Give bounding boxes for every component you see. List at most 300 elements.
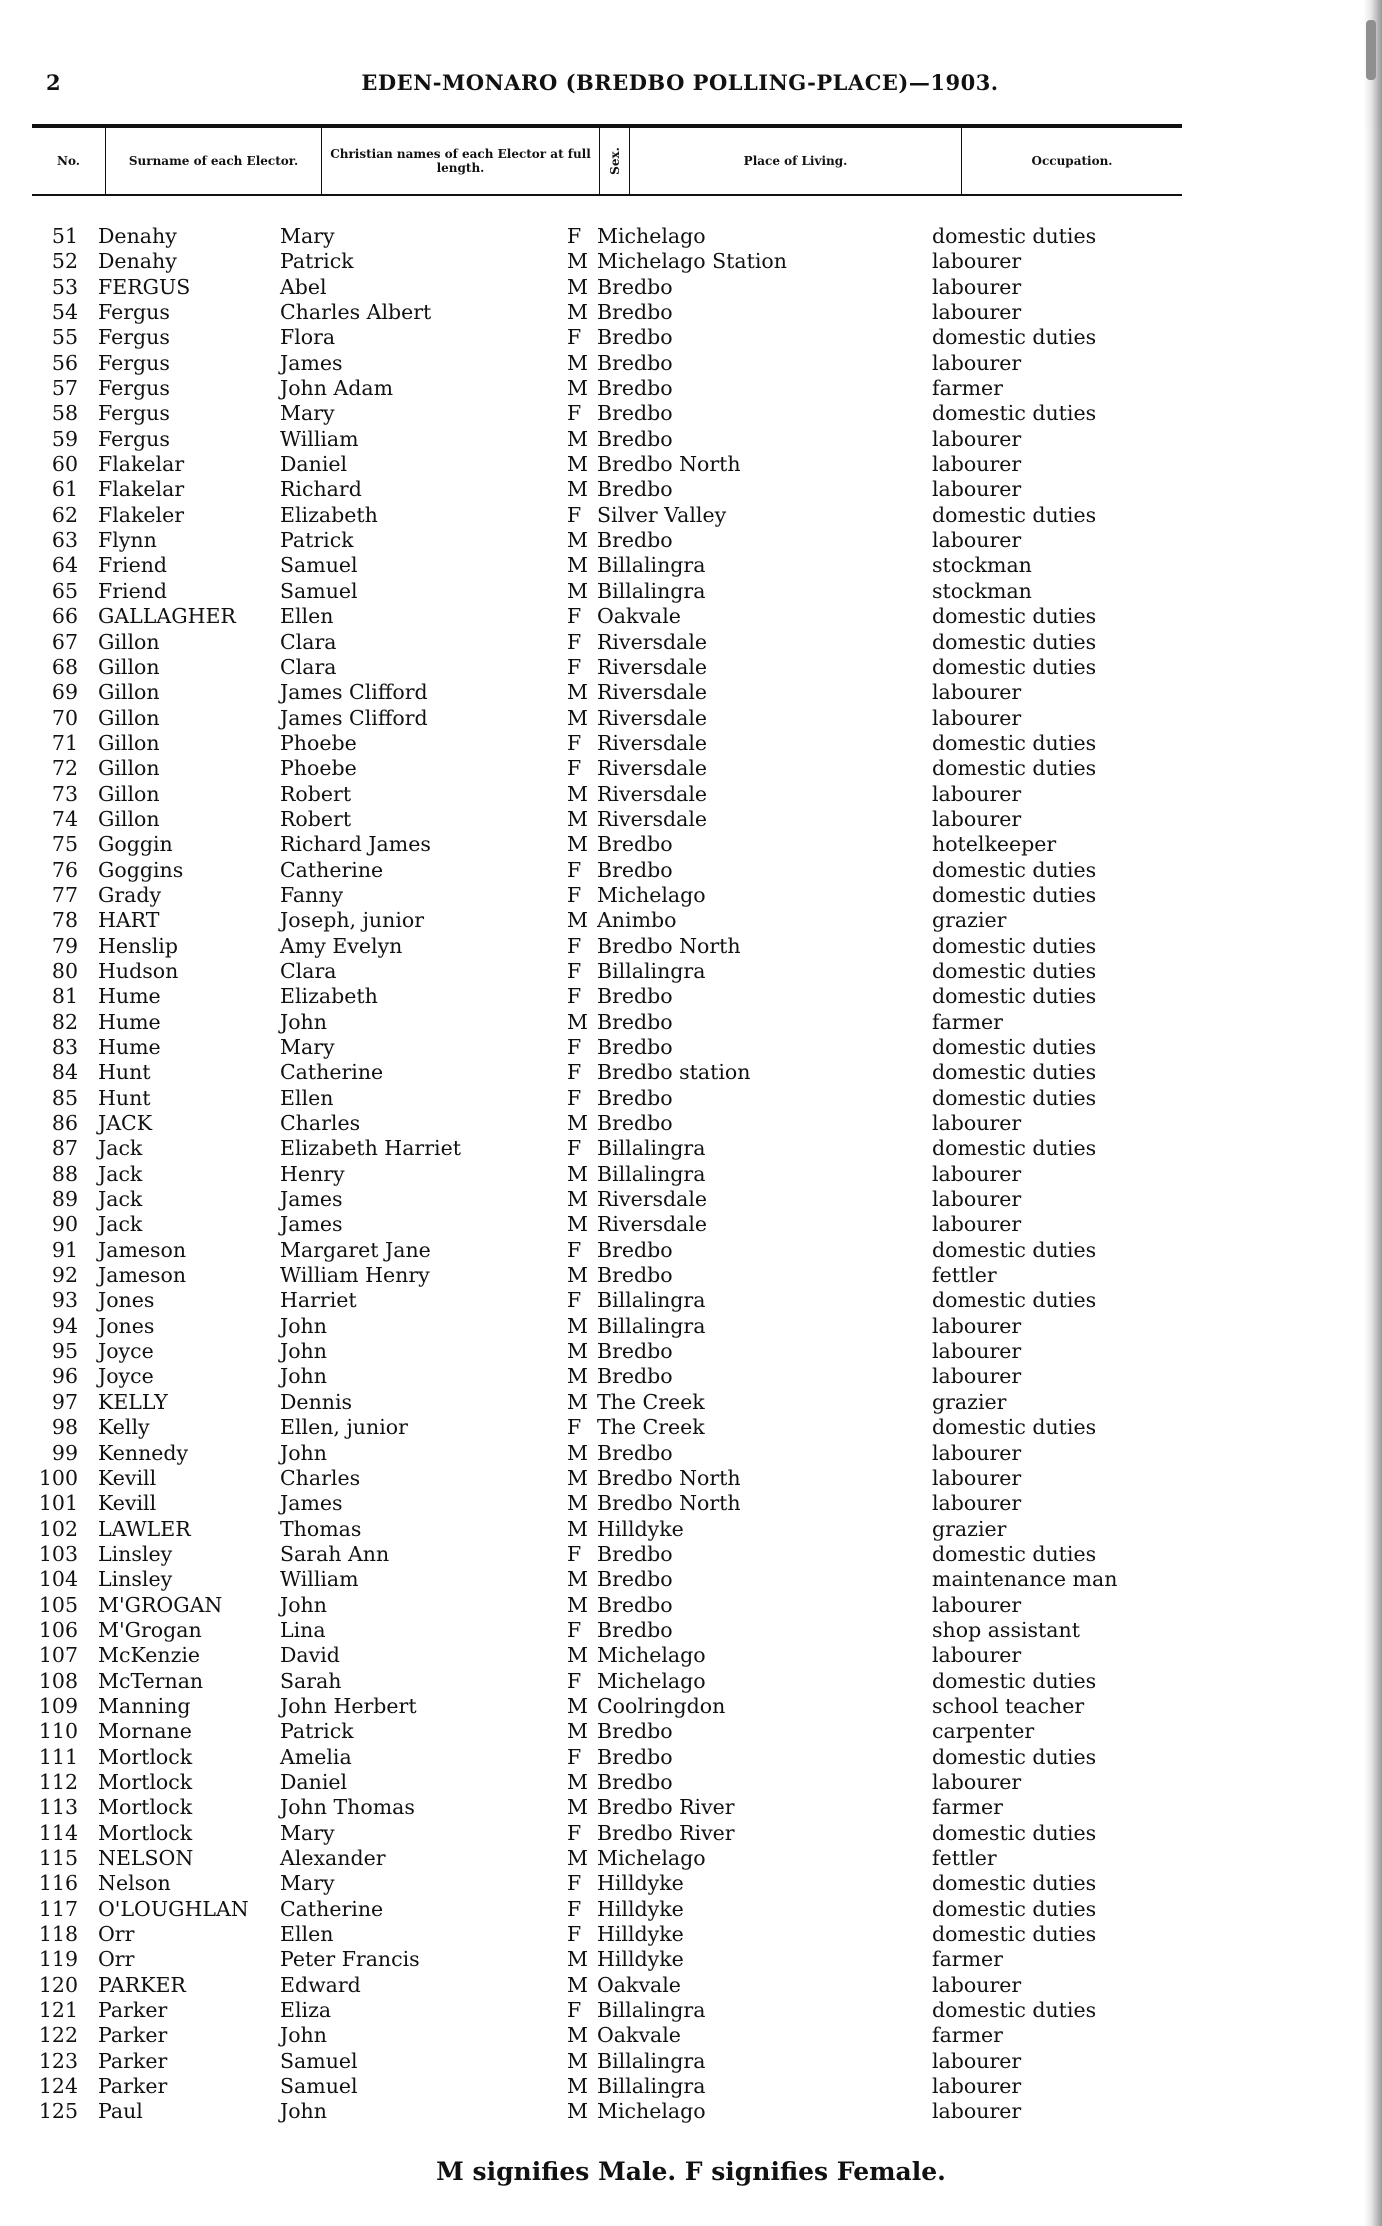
table-row (0, 1288, 1382, 1313)
elector-number: 64 (51, 553, 78, 578)
elector-christian-names: Amelia (280, 1744, 352, 1769)
elector-sex: F (567, 629, 582, 654)
elector-number: 90 (51, 1212, 78, 1237)
elector-christian-names: Abel (280, 274, 327, 299)
elector-place: Bredbo (597, 1263, 673, 1288)
elector-christian-names: Clara (280, 654, 337, 679)
elector-place: Bredbo North (597, 452, 741, 477)
elector-place: Hilldyke (597, 1947, 684, 1972)
elector-christian-names: Mary (280, 1035, 335, 1059)
table-row (0, 934, 1382, 959)
elector-number: 107 (38, 1643, 78, 1668)
elector-place: Michelago (597, 1668, 706, 1693)
elector-sex: F (567, 958, 582, 983)
elector-sex: M (567, 2099, 588, 2124)
elector-sex: F (567, 1744, 582, 1769)
elector-surname: Kevill (98, 1465, 157, 1490)
elector-christian-names: Margaret Jane (280, 1237, 431, 1262)
elector-place: Bredbo (597, 477, 673, 502)
elector-christian-names: John (280, 1440, 327, 1465)
elector-sex: M (567, 1491, 588, 1516)
elector-place: Bredbo North (597, 933, 741, 958)
elector-number: 58 (51, 401, 78, 426)
table-row (0, 503, 1382, 528)
elector-occupation: stockman (932, 578, 1032, 603)
elector-place: Riversdale (597, 756, 708, 781)
elector-sex: M (567, 274, 588, 299)
elector-number: 71 (51, 730, 78, 755)
elector-number: 57 (51, 376, 78, 401)
elector-occupation: domestic duties (932, 654, 1097, 679)
elector-place: Hilldyke (597, 1871, 684, 1896)
elector-occupation: domestic duties (932, 1060, 1097, 1085)
elector-occupation: fettler (932, 1263, 997, 1288)
elector-number: 100 (38, 1465, 78, 1490)
elector-sex: F (567, 401, 582, 426)
elector-christian-names: Edward (280, 1972, 361, 1997)
elector-surname: Gillon (98, 705, 160, 730)
elector-sex: M (567, 680, 588, 705)
elector-occupation: labourer (932, 477, 1022, 502)
elector-occupation: farmer (932, 376, 1003, 401)
elector-christian-names: James (280, 1491, 343, 1516)
table-row (0, 604, 1382, 629)
elector-occupation: domestic duties (932, 984, 1097, 1009)
table-row (0, 1618, 1382, 1643)
table-row (0, 1770, 1382, 1795)
elector-place: Silver Valley (597, 502, 727, 527)
elector-christian-names: David (280, 1643, 340, 1668)
elector-place: Riversdale (597, 730, 708, 755)
elector-occupation: labourer (932, 1769, 1022, 1794)
elector-number: 68 (51, 654, 78, 679)
elector-christian-names: Phoebe (280, 730, 357, 755)
elector-number: 51 (51, 224, 78, 248)
elector-sex: F (567, 984, 582, 1009)
elector-number: 111 (38, 1744, 78, 1769)
elector-christian-names: John Herbert (280, 1693, 417, 1718)
elector-place: Billalingra (597, 578, 706, 603)
elector-place: Michelago (597, 882, 706, 907)
elector-place: Bredbo North (597, 1491, 741, 1516)
elector-occupation: farmer (932, 1009, 1003, 1034)
elector-sex: M (567, 1339, 588, 1364)
elector-occupation: farmer (932, 1947, 1003, 1972)
elector-place: Billalingra (597, 1161, 706, 1186)
elector-surname: Friend (98, 553, 168, 578)
elector-occupation: domestic duties (932, 958, 1097, 983)
table-row (0, 1745, 1382, 1770)
elector-place: Bredbo (597, 857, 673, 882)
elector-place: Hilldyke (597, 1922, 684, 1947)
table-row (0, 1060, 1382, 1085)
elector-surname: Jack (98, 1161, 143, 1186)
elector-sex: F (567, 857, 582, 882)
elector-surname: McKenzie (98, 1643, 201, 1668)
elector-occupation: domestic duties (932, 1896, 1097, 1921)
table-row (0, 1035, 1382, 1060)
elector-christian-names: William Henry (280, 1263, 430, 1288)
elector-surname: Nelson (98, 1871, 171, 1896)
table-row (0, 832, 1382, 857)
header-no: No. (32, 128, 106, 194)
table-row (0, 630, 1382, 655)
elector-sex: M (567, 1846, 588, 1870)
table-row (0, 1669, 1382, 1694)
elector-surname: Mortlock (98, 1820, 193, 1845)
elector-surname: Hume (98, 1035, 161, 1059)
table-row (0, 300, 1382, 325)
elector-sex: M (567, 1389, 588, 1414)
elector-place: Bredbo (597, 1617, 673, 1642)
elector-occupation: labourer (932, 1111, 1022, 1136)
elector-occupation: labourer (932, 1212, 1022, 1237)
elector-surname: Flakelar (98, 477, 185, 502)
elector-occupation: labourer (932, 806, 1022, 831)
elector-sex: M (567, 908, 588, 933)
table-row (0, 427, 1382, 452)
table-row (0, 959, 1382, 984)
elector-christian-names: John Adam (280, 376, 394, 401)
elector-christian-names: Daniel (280, 1769, 348, 1794)
elector-surname: Friend (98, 578, 168, 603)
elector-surname: FERGUS (98, 274, 191, 299)
elector-surname: M'GROGAN (98, 1592, 223, 1617)
elector-sex: F (567, 654, 582, 679)
elector-sex: M (567, 249, 588, 274)
elector-number: 76 (51, 857, 78, 882)
table-row (0, 1466, 1382, 1491)
elector-surname: Orr (98, 1922, 135, 1947)
elector-surname: Fergus (98, 300, 170, 325)
table-row (0, 1795, 1382, 1820)
elector-sex: M (567, 781, 588, 806)
table-row (0, 249, 1382, 274)
elector-christian-names: Catherine (280, 1896, 384, 1921)
elector-christian-names: Daniel (280, 452, 348, 477)
elector-place: The Creek (597, 1389, 705, 1414)
elector-number: 75 (51, 832, 78, 857)
elector-place: Oakvale (597, 1972, 681, 1997)
binding-mark (1366, 20, 1376, 80)
elector-sex: F (567, 1820, 582, 1845)
elector-sex: M (567, 1187, 588, 1212)
elector-occupation: labourer (932, 452, 1022, 477)
table-row (0, 1821, 1382, 1846)
elector-surname: Fergus (98, 325, 170, 350)
elector-sex: F (567, 325, 582, 350)
table-row (0, 1846, 1382, 1871)
elector-christian-names: Clara (280, 629, 337, 654)
elector-number: 65 (51, 578, 78, 603)
elector-number: 124 (38, 2074, 78, 2099)
elector-christian-names: Robert (280, 781, 352, 806)
elector-number: 98 (51, 1415, 78, 1440)
elector-occupation: domestic duties (932, 730, 1097, 755)
elector-surname: Parker (98, 2048, 168, 2073)
elector-place: Bredbo station (597, 1060, 751, 1085)
elector-occupation: domestic duties (932, 1871, 1097, 1896)
elector-christian-names: Catherine (280, 857, 384, 882)
elector-place: Bredbo (597, 1567, 673, 1592)
elector-occupation: labourer (932, 249, 1022, 274)
elector-number: 121 (38, 1998, 78, 2023)
elector-christian-names: Richard (280, 477, 362, 502)
elector-sex: F (567, 1035, 582, 1059)
elector-place: Bredbo (597, 426, 673, 451)
elector-occupation: labourer (932, 528, 1022, 553)
elector-occupation: maintenance man (932, 1567, 1118, 1592)
elector-occupation: domestic duties (932, 1085, 1097, 1110)
elector-number: 103 (38, 1541, 78, 1566)
elector-sex: M (567, 1212, 588, 1237)
elector-surname: O'LOUGHLAN (98, 1896, 249, 1921)
header-sex-label: Sex. (607, 147, 622, 175)
elector-christian-names: Flora (280, 325, 336, 350)
elector-number: 83 (51, 1035, 78, 1059)
elector-sex: M (567, 452, 588, 477)
elector-number: 125 (38, 2099, 78, 2124)
elector-occupation: labourer (932, 1313, 1022, 1338)
elector-place: Riversdale (597, 680, 708, 705)
table-row (0, 1441, 1382, 1466)
elector-occupation: grazier (932, 1516, 1007, 1541)
elector-surname: Hume (98, 984, 161, 1009)
elector-surname: Mornane (98, 1719, 192, 1744)
table-row (0, 1212, 1382, 1237)
elector-occupation: labourer (932, 1187, 1022, 1212)
elector-occupation: labourer (932, 2099, 1022, 2124)
table-row (0, 325, 1382, 350)
elector-sex: M (567, 376, 588, 401)
elector-surname: Gillon (98, 730, 160, 755)
elector-sex: F (567, 1668, 582, 1693)
elector-sex: M (567, 1465, 588, 1490)
table-row (0, 1111, 1382, 1136)
elector-surname: Flakelar (98, 452, 185, 477)
elector-place: Coolringdon (597, 1693, 726, 1718)
table-row (0, 1415, 1382, 1440)
table-row (0, 2099, 1382, 2124)
header-christian-names: Christian names of each Elector at full length. (322, 128, 600, 194)
table-row (0, 1390, 1382, 1415)
elector-christian-names: Thomas (280, 1516, 362, 1541)
elector-sex: F (567, 1541, 582, 1566)
table-row (0, 1010, 1382, 1035)
table-row (0, 1542, 1382, 1567)
elector-christian-names: Harriet (280, 1288, 357, 1313)
elector-sex: M (567, 1516, 588, 1541)
elector-place: Bredbo (597, 1592, 673, 1617)
table-row (0, 1567, 1382, 1592)
elector-christian-names: Samuel (280, 2048, 358, 2073)
table-header (32, 124, 1182, 196)
elector-occupation: fettler (932, 1846, 997, 1870)
elector-surname: Fergus (98, 401, 170, 426)
elector-christian-names: James Clifford (280, 680, 428, 705)
elector-sex: M (567, 1364, 588, 1389)
elector-number: 114 (38, 1820, 78, 1845)
elector-surname: Mortlock (98, 1769, 193, 1794)
elector-list (0, 224, 1382, 2125)
elector-number: 110 (38, 1719, 78, 1744)
elector-occupation: domestic duties (932, 756, 1097, 781)
elector-sex: M (567, 2074, 588, 2099)
elector-surname: Grady (98, 882, 162, 907)
elector-place: Bredbo River (597, 1795, 735, 1820)
elector-number: 91 (51, 1237, 78, 1262)
elector-sex: M (567, 1440, 588, 1465)
elector-surname: Kevill (98, 1491, 157, 1516)
elector-occupation: labourer (932, 705, 1022, 730)
elector-christian-names: James (280, 1187, 343, 1212)
elector-place: Billalingra (597, 553, 706, 578)
elector-number: 55 (51, 325, 78, 350)
elector-occupation: domestic duties (932, 325, 1097, 350)
table-row (0, 452, 1382, 477)
elector-occupation: school teacher (932, 1693, 1085, 1718)
table-row (0, 731, 1382, 756)
elector-place: Bredbo (597, 1719, 673, 1744)
elector-surname: Paul (98, 2099, 143, 2124)
elector-number: 78 (51, 908, 78, 933)
elector-christian-names: Clara (280, 958, 337, 983)
elector-place: Riversdale (597, 705, 708, 730)
elector-surname: Orr (98, 1947, 135, 1972)
table-row (0, 1162, 1382, 1187)
table-row (0, 984, 1382, 1009)
elector-christian-names: Robert (280, 806, 352, 831)
elector-surname: Joyce (98, 1364, 154, 1389)
elector-surname: NELSON (98, 1846, 194, 1870)
table-row (0, 1314, 1382, 1339)
table-row (0, 579, 1382, 604)
elector-occupation: domestic duties (932, 1415, 1097, 1440)
elector-sex: M (567, 1161, 588, 1186)
elector-number: 82 (51, 1009, 78, 1034)
elector-sex: F (567, 1617, 582, 1642)
elector-christian-names: Mary (280, 1820, 335, 1845)
table-row (0, 782, 1382, 807)
elector-number: 105 (38, 1592, 78, 1617)
elector-surname: Parker (98, 2074, 168, 2099)
elector-occupation: domestic duties (932, 1237, 1097, 1262)
elector-sex: M (567, 477, 588, 502)
elector-occupation: labourer (932, 2048, 1022, 2073)
elector-place: Riversdale (597, 654, 708, 679)
elector-christian-names: Charles (280, 1111, 361, 1136)
elector-occupation: domestic duties (932, 1668, 1097, 1693)
elector-christian-names: Elizabeth (280, 984, 378, 1009)
elector-number: 52 (51, 249, 78, 274)
elector-number: 109 (38, 1693, 78, 1718)
elector-sex: F (567, 1288, 582, 1313)
elector-christian-names: Eliza (280, 1998, 332, 2023)
elector-place: Billalingra (597, 2074, 706, 2099)
elector-sex: F (567, 1136, 582, 1161)
elector-place: Oakvale (597, 604, 681, 629)
elector-christian-names: Elizabeth Harriet (280, 1136, 461, 1161)
elector-number: 61 (51, 477, 78, 502)
elector-occupation: labourer (932, 1440, 1022, 1465)
table-row (0, 1719, 1382, 1744)
elector-number: 69 (51, 680, 78, 705)
elector-sex: M (567, 2023, 588, 2048)
elector-christian-names: James (280, 1212, 343, 1237)
elector-number: 104 (38, 1567, 78, 1592)
elector-place: Bredbo (597, 376, 673, 401)
elector-place: Bredbo (597, 274, 673, 299)
elector-number: 56 (51, 350, 78, 375)
elector-number: 106 (38, 1617, 78, 1642)
elector-number: 70 (51, 705, 78, 730)
table-row (0, 1187, 1382, 1212)
elector-occupation: labourer (932, 1465, 1022, 1490)
elector-place: Bredbo (597, 1111, 673, 1136)
elector-place: Bredbo (597, 832, 673, 857)
elector-sex: F (567, 1060, 582, 1085)
table-row (0, 1694, 1382, 1719)
elector-surname: Jack (98, 1136, 143, 1161)
elector-christian-names: Alexander (280, 1846, 386, 1870)
elector-occupation: labourer (932, 1972, 1022, 1997)
elector-place: Michelago (597, 224, 706, 248)
elector-number: 122 (38, 2023, 78, 2048)
elector-surname: JACK (98, 1111, 153, 1136)
table-row (0, 477, 1382, 502)
elector-sex: F (567, 1998, 582, 2023)
elector-christian-names: Dennis (280, 1389, 353, 1414)
elector-surname: Gillon (98, 629, 160, 654)
elector-sex: M (567, 350, 588, 375)
table-row (0, 655, 1382, 680)
elector-sex: M (567, 1719, 588, 1744)
elector-number: 95 (51, 1339, 78, 1364)
elector-sex: F (567, 933, 582, 958)
elector-place: Bredbo (597, 1364, 673, 1389)
elector-occupation: stockman (932, 553, 1032, 578)
elector-occupation: labourer (932, 1491, 1022, 1516)
elector-christian-names: Patrick (280, 249, 354, 274)
table-row (0, 1364, 1382, 1389)
table-row (0, 1339, 1382, 1364)
elector-sex: F (567, 1085, 582, 1110)
elector-number: 116 (38, 1871, 78, 1896)
elector-surname: Jack (98, 1187, 143, 1212)
elector-place: Bredbo North (597, 1465, 741, 1490)
elector-sex: M (567, 1567, 588, 1592)
elector-number: 53 (51, 274, 78, 299)
table-row (0, 528, 1382, 553)
elector-occupation: labourer (932, 426, 1022, 451)
elector-surname: Denahy (98, 249, 177, 274)
elector-place: Billalingra (597, 958, 706, 983)
elector-occupation: labourer (932, 2074, 1022, 2099)
elector-christian-names: Ellen, junior (280, 1415, 408, 1440)
elector-place: Billalingra (597, 2048, 706, 2073)
table-row (0, 224, 1382, 249)
elector-sex: M (567, 1769, 588, 1794)
elector-place: Bredbo (597, 401, 673, 426)
elector-christian-names: John (280, 1592, 327, 1617)
elector-surname: Fergus (98, 350, 170, 375)
header-surname: Surname of each Elector. (106, 128, 322, 194)
elector-sex: F (567, 224, 582, 248)
elector-place: Riversdale (597, 781, 708, 806)
elector-christian-names: William (280, 1567, 359, 1592)
elector-surname: Joyce (98, 1339, 154, 1364)
table-row (0, 553, 1382, 578)
